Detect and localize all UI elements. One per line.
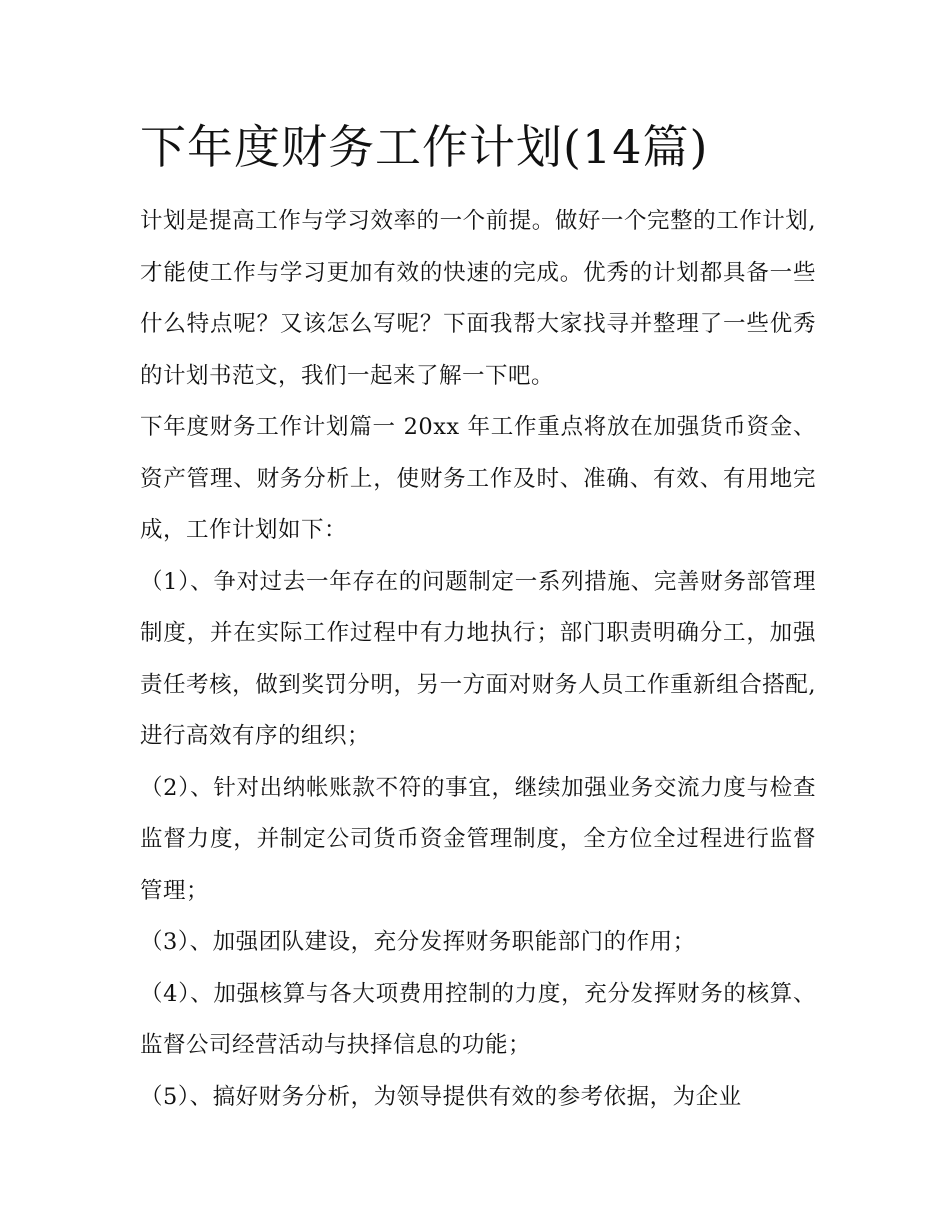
list-item-3: （3）、加强团队建设，充分发挥财务职能部门的作用；	[140, 929, 696, 955]
list-item-4: （4）、加强核算与各大项费用控制的力度，充分发挥财务的核算、监督公司经营活动与抉择信息的功能；	[140, 980, 816, 1058]
list-item-1: （1）、争对过去一年存在的问题制定一系列措施、完善财务部管理制度，并在实际工作过程中有力地执行；部门职责明确分工，加强责任考核，做到奖罚分明，另一方面对财务人员工作重新组合搭配,进行高效有序的组织；	[140, 568, 816, 749]
document-body	[140, 196, 816, 1123]
plan-intro-paragraph: 下年度财务工作计划篇一 20xx 年工作重点将放在加强货币资金、资产管理、财务分析上，使财务工作及时、准确、有效、有用地完成，工作计划如下：	[140, 414, 816, 543]
intro-paragraph: 计划是提高工作与学习效率的一个前提。做好一个完整的工作计划,才能使工作与学习更加有效的快速的完成。优秀的计划都具备一些什么特点呢？又该怎么写呢？下面我帮大家找寻并整理了一些优秀的计划书范文，我们一起来了解一下吧。	[140, 208, 816, 389]
list-item-2: （2）、针对出纳帐账款不符的事宜，继续加强业务交流力度与检查监督力度，并制定公司货币资金管理制度，全方位全过程进行监督管理；	[140, 774, 816, 904]
list-item-5: （5）、搞好财务分析，为领导提供有效的参考依据，为企业	[140, 1083, 742, 1110]
document-title: 下年度财务工作计划(14篇)	[140, 120, 709, 174]
